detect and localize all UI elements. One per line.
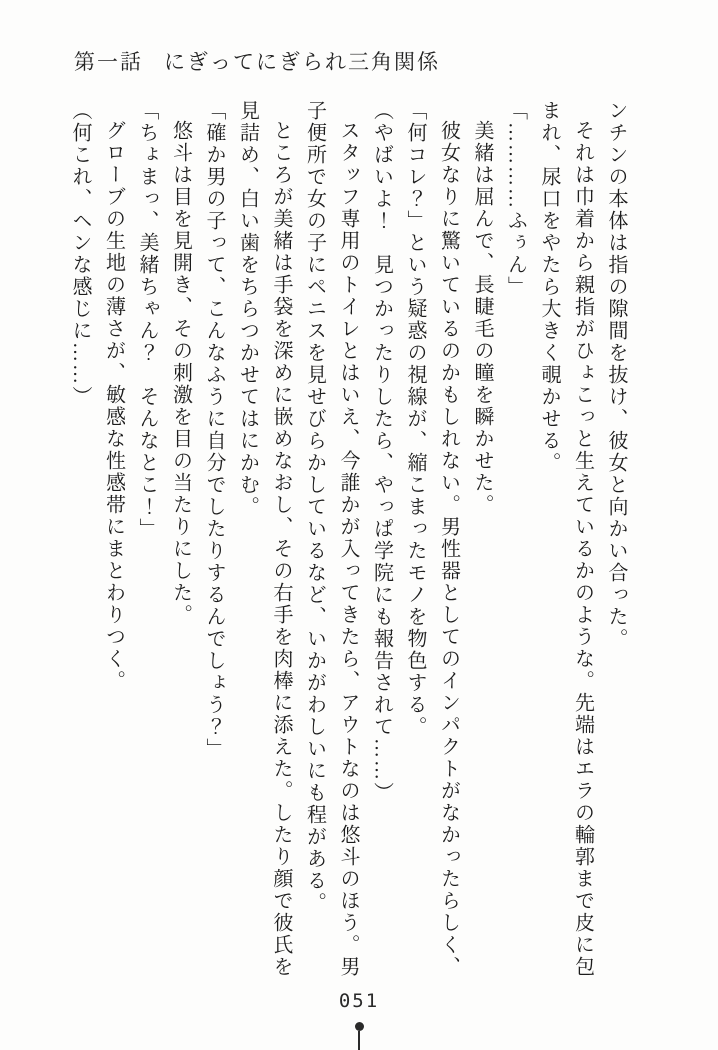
ornament-stem (358, 1031, 360, 1050)
text-line: 「確か男の子って、こんなふうに自分でしたりするんでしょう？」 (203, 100, 225, 760)
text-line: 「何コレ？」という疑惑の視線が、縮こまったモノを物色する。 (404, 100, 426, 738)
page-number: 051 (338, 990, 380, 1012)
text-line: 彼女なりに驚いているのかもしれない。男性器としてのインパクトがなかったらしく、 (437, 120, 460, 978)
text-line: ンチンの本体は指の隙間を抜け、彼女と向かい合った。 (605, 100, 627, 650)
folio (0, 990, 718, 1012)
text-line: スタッフ専用のトイレとはいえ、今誰かが入ってきたら、アウトなのは悠斗のほう。男 (337, 120, 359, 978)
running-head (74, 46, 440, 76)
text-line: 「…………ふぅん」 (504, 100, 527, 298)
text-line: 美緒は屈んで、長睫毛の瞳を瞬かせた。 (471, 120, 493, 516)
chapter-title: にぎってにぎられ三角関係 (164, 50, 440, 74)
text-line: それは巾着から親指がひょこっと生えているかのような。先端はエラの輪郭まで皮に包 (571, 120, 594, 978)
text-line: （何これ、ヘンな感じに……） (69, 100, 91, 408)
ornament-dot (355, 1022, 364, 1031)
text-line: 悠斗は目を見開き、その刺激を目の当たりにした。 (169, 120, 192, 626)
text-line: グローブの生地の薄さが、敏感な性感帯にまとわりつく。 (102, 120, 125, 692)
folio-pin-icon (354, 1022, 364, 1050)
text-line: 子便所で女の子にペニスを見せびらかしているなど、いかがわしいにも程がある。 (303, 100, 326, 914)
text-line: 見詰め、白い歯をちらつかせてはにかむ。 (236, 100, 259, 518)
body-text (63, 100, 633, 980)
text-line: 「ちょまっ、美緒ちゃん？ そんなとこ！」 (136, 100, 158, 540)
text-line: まれ、尿口をやたら大きく覗かせる。 (538, 100, 560, 474)
chapter-number: 第一話 (74, 50, 143, 74)
text-line: ところが美緒は手袋を深めに嵌めなおし、その右手を肉棒に添えた。したり顔で彼氏を (270, 120, 292, 978)
text-line: （やばいよ！ 見つかったりしたら、やっぱ学院にも報告されて……） (370, 100, 393, 804)
